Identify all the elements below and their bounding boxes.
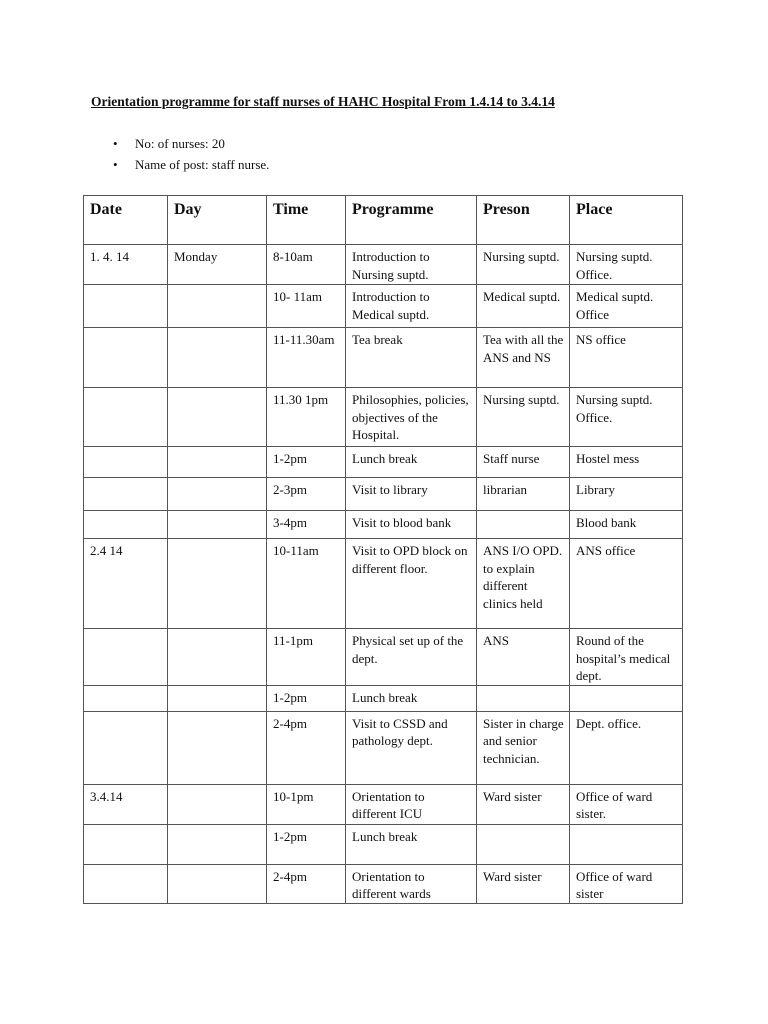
cell-date (84, 629, 168, 686)
cell-time: 11-1pm (267, 629, 346, 686)
cell-day (168, 478, 267, 511)
cell-time: 2-4pm (267, 711, 346, 784)
nurse-count: No: of nurses: 20 (135, 136, 225, 151)
cell-place: Round of the hospital’s medical dept. (570, 629, 683, 686)
cell-person: Nursing suptd. (477, 245, 570, 285)
cell-programme: Visit to blood bank (346, 511, 477, 539)
cell-programme: Orientation to different wards (346, 864, 477, 903)
cell-date (84, 864, 168, 903)
cell-person: Sister in charge and senior technician. (477, 711, 570, 784)
cell-date: 2.4 14 (84, 539, 168, 629)
cell-day: Monday (168, 245, 267, 285)
table-row (84, 328, 683, 388)
cell-date (84, 328, 168, 388)
header-day: Day (168, 196, 267, 245)
cell-place: Dept. office. (570, 711, 683, 784)
cell-time: 2-3pm (267, 478, 346, 511)
cell-person: ANS (477, 629, 570, 686)
cell-day (168, 824, 267, 864)
cell-date (84, 685, 168, 711)
cell-programme: Visit to CSSD and pathology dept. (346, 711, 477, 784)
cell-programme: Lunch break (346, 824, 477, 864)
cell-day (168, 388, 267, 447)
info-list (113, 133, 269, 175)
cell-day (168, 685, 267, 711)
cell-programme: Physical set up of the dept. (346, 629, 477, 686)
cell-day (168, 285, 267, 328)
table-row (84, 685, 683, 711)
table-row (84, 629, 683, 686)
header-programme: Programme (346, 196, 477, 245)
cell-programme: Orientation to different ICU (346, 784, 477, 824)
document-title: Orientation programme for staff nurses of HAHC Hospital From 1.4.14 to 3.4.14 (91, 94, 555, 109)
cell-date: 1. 4. 14 (84, 245, 168, 285)
cell-time: 10-11am (267, 539, 346, 629)
table-row (84, 447, 683, 478)
cell-person (477, 824, 570, 864)
cell-place: Medical suptd. Office (570, 285, 683, 328)
cell-programme: Visit to library (346, 478, 477, 511)
cell-programme: Tea break (346, 328, 477, 388)
table-row (84, 784, 683, 824)
table-row (84, 511, 683, 539)
header-time: Time (267, 196, 346, 245)
cell-time: 11.30 1pm (267, 388, 346, 447)
cell-day (168, 511, 267, 539)
cell-date (84, 478, 168, 511)
cell-programme: Lunch break (346, 685, 477, 711)
schedule-table (83, 195, 683, 904)
cell-person: Staff nurse (477, 447, 570, 478)
cell-day (168, 629, 267, 686)
cell-date: 3.4.14 (84, 784, 168, 824)
table-row (84, 285, 683, 328)
cell-person: Ward sister (477, 784, 570, 824)
cell-day (168, 447, 267, 478)
cell-place: ANS office (570, 539, 683, 629)
cell-time: 3-4pm (267, 511, 346, 539)
cell-person (477, 685, 570, 711)
cell-place: Library (570, 478, 683, 511)
cell-place (570, 824, 683, 864)
cell-place: NS office (570, 328, 683, 388)
cell-place: Blood bank (570, 511, 683, 539)
header-place: Place (570, 196, 683, 245)
cell-programme: Introduction to Nursing suptd. (346, 245, 477, 285)
table-row (84, 478, 683, 511)
cell-programme: Introduction to Medical suptd. (346, 285, 477, 328)
list-item (113, 154, 269, 175)
cell-day (168, 784, 267, 824)
cell-programme: Visit to OPD block on different floor. (346, 539, 477, 629)
cell-date (84, 824, 168, 864)
cell-date (84, 285, 168, 328)
cell-programme: Lunch break (346, 447, 477, 478)
table-row (84, 824, 683, 864)
table-row (84, 711, 683, 784)
cell-time: 2-4pm (267, 864, 346, 903)
cell-date (84, 511, 168, 539)
cell-time: 1-2pm (267, 685, 346, 711)
cell-place: Nursing suptd. Office. (570, 388, 683, 447)
cell-day (168, 711, 267, 784)
cell-person (477, 511, 570, 539)
table-row (84, 245, 683, 285)
table-header-row (84, 196, 683, 245)
cell-time: 1-2pm (267, 824, 346, 864)
cell-person: Nursing suptd. (477, 388, 570, 447)
cell-time: 8-10am (267, 245, 346, 285)
cell-person: Medical suptd. (477, 285, 570, 328)
cell-day (168, 539, 267, 629)
cell-time: 10-1pm (267, 784, 346, 824)
cell-day (168, 864, 267, 903)
bullet-icon: • (113, 136, 118, 151)
table-row (84, 864, 683, 903)
list-item (113, 133, 269, 154)
cell-time: 10- 11am (267, 285, 346, 328)
cell-person: ANS I/O OPD. to explain different clinics held (477, 539, 570, 629)
cell-date (84, 388, 168, 447)
table-row (84, 388, 683, 447)
cell-time: 1-2pm (267, 447, 346, 478)
cell-place: Office of ward sister (570, 864, 683, 903)
post-name: Name of post: staff nurse. (135, 157, 270, 172)
cell-programme: Philosophies, policies, objectives of the Hospital. (346, 388, 477, 447)
table-row (84, 539, 683, 629)
bullet-icon: • (113, 157, 118, 172)
header-person: Preson (477, 196, 570, 245)
cell-person: librarian (477, 478, 570, 511)
cell-day (168, 328, 267, 388)
cell-time: 11-11.30am (267, 328, 346, 388)
cell-person: Ward sister (477, 864, 570, 903)
cell-date (84, 711, 168, 784)
cell-place: Office of ward sister. (570, 784, 683, 824)
cell-place (570, 685, 683, 711)
cell-date (84, 447, 168, 478)
cell-place: Nursing suptd. Office. (570, 245, 683, 285)
cell-person: Tea with all the ANS and NS (477, 328, 570, 388)
cell-place: Hostel mess (570, 447, 683, 478)
header-date: Date (84, 196, 168, 245)
